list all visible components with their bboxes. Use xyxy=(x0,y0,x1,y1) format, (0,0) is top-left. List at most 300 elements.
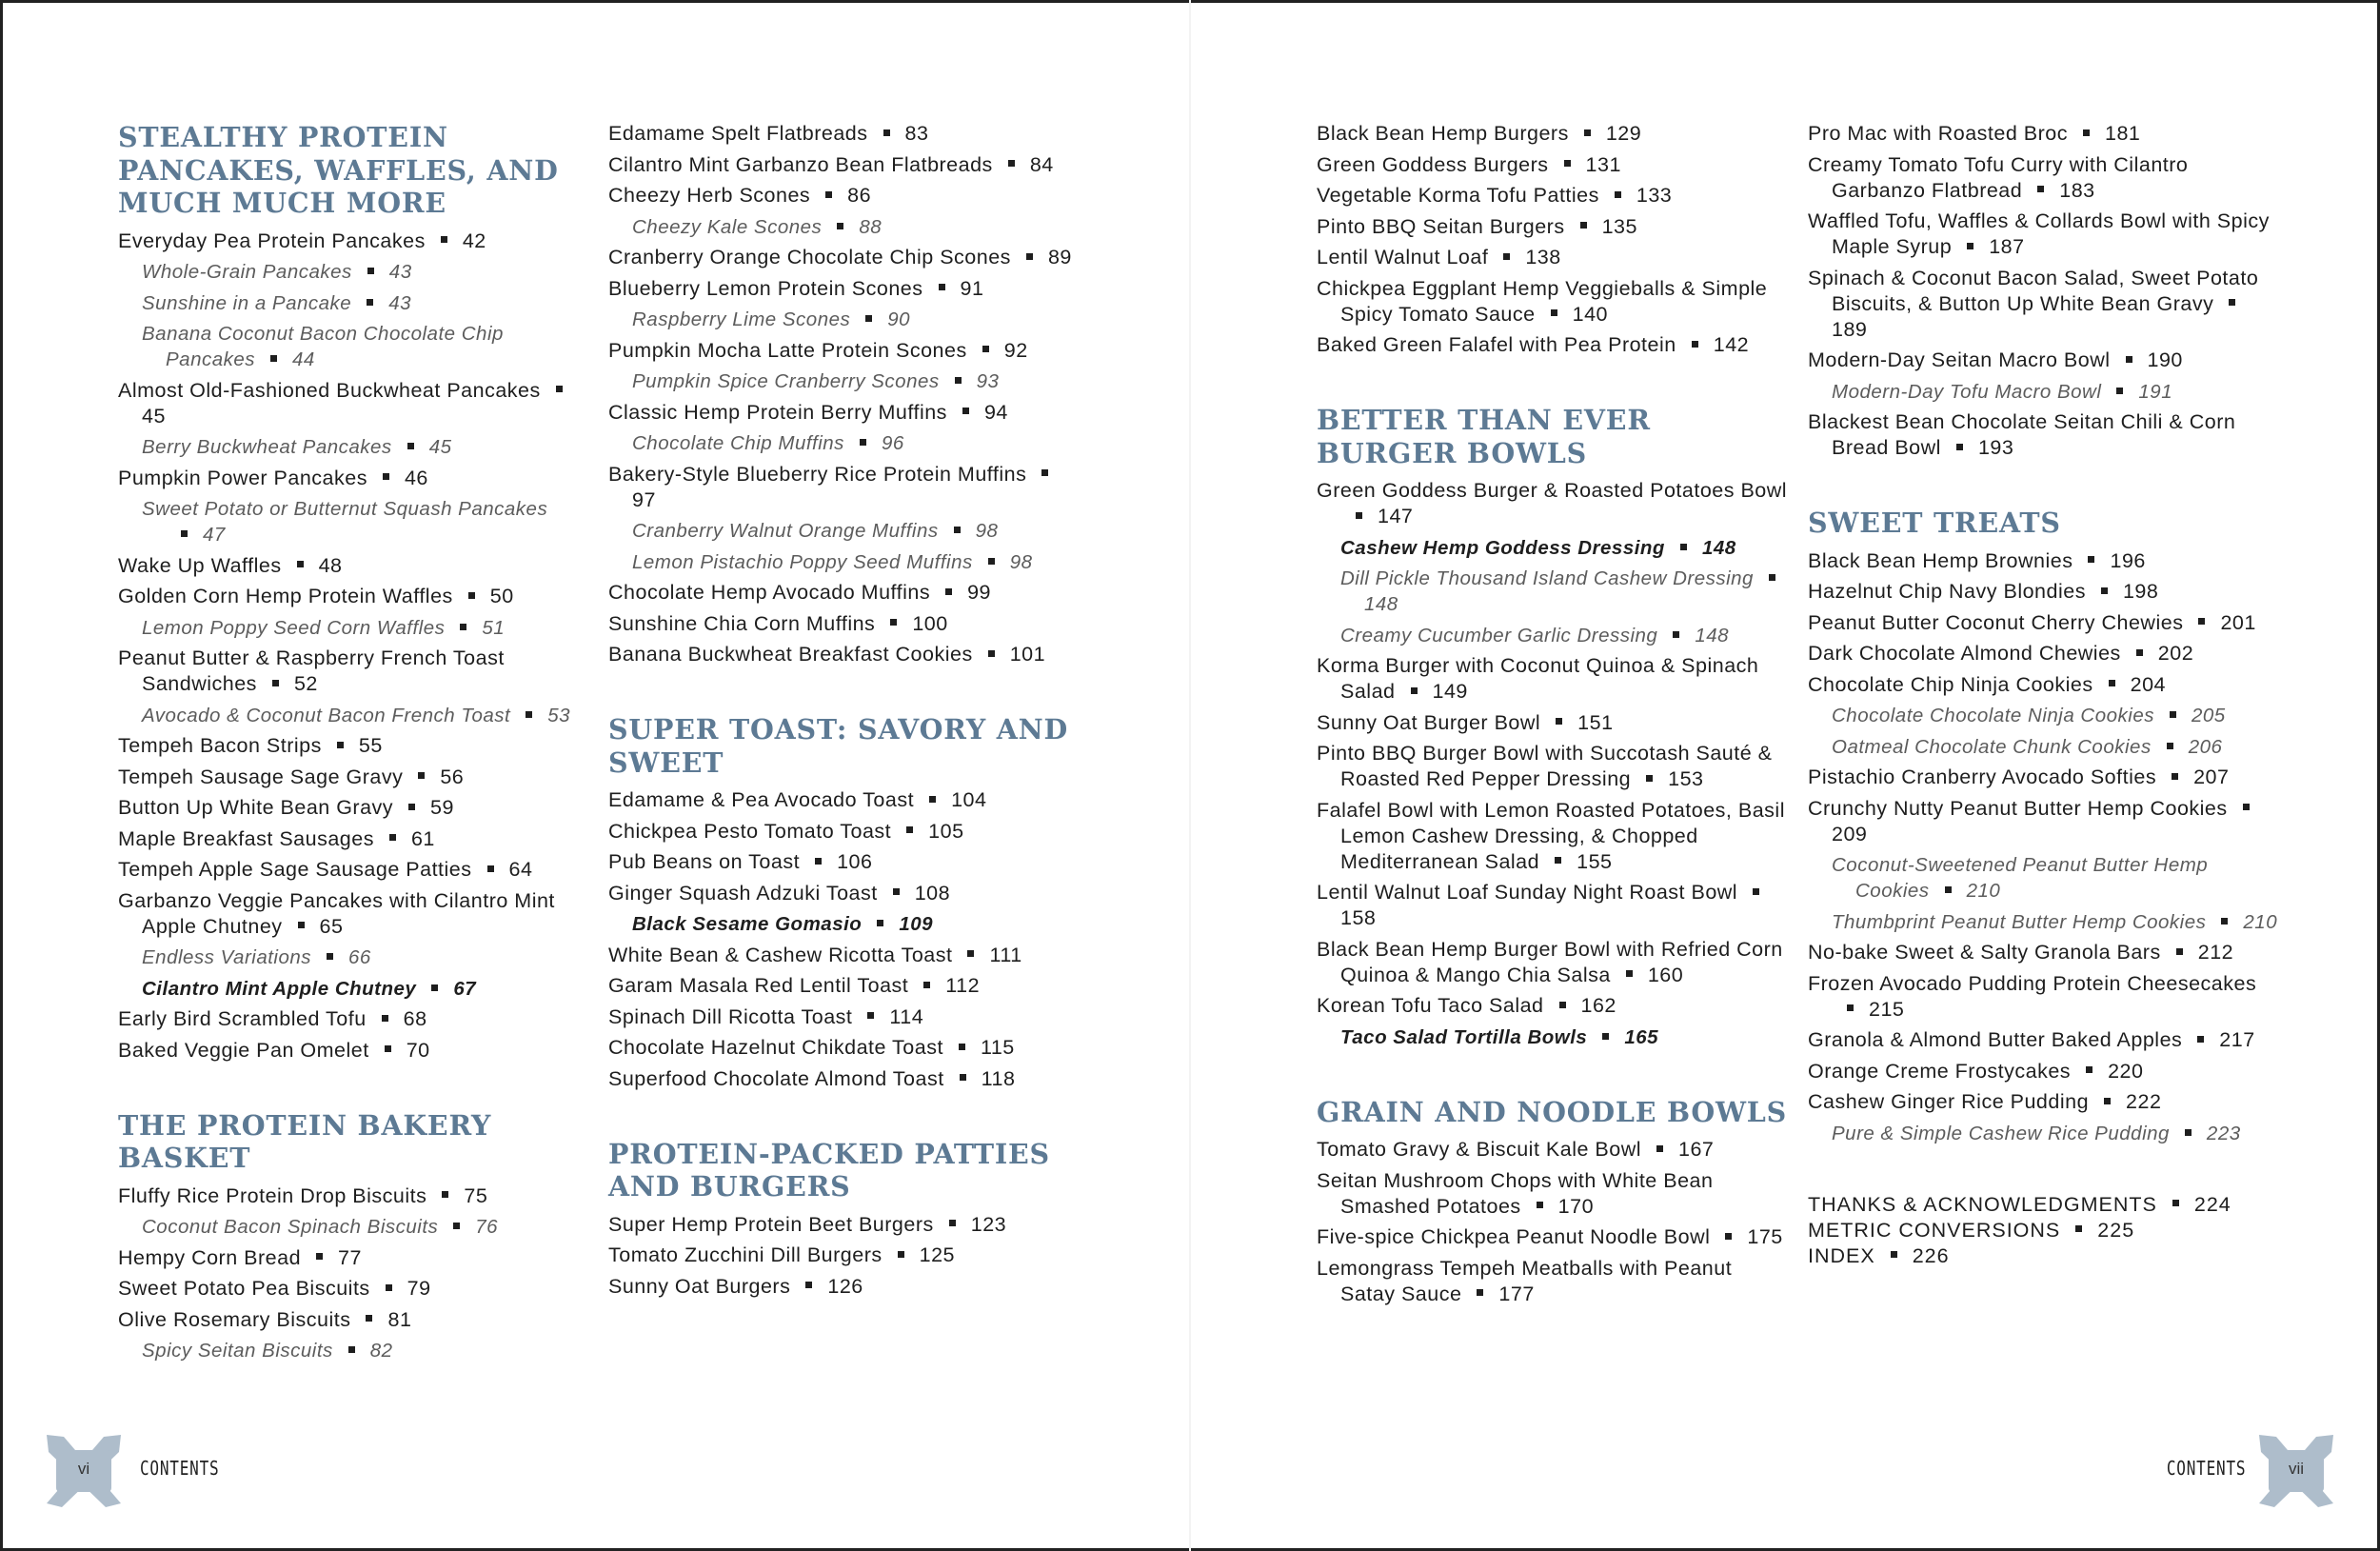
page-number: 210 xyxy=(2243,910,2278,933)
toc-entry[interactable] xyxy=(1317,214,1793,240)
entry-title: Chocolate Chip Muffins xyxy=(632,432,844,454)
page-number: 147 xyxy=(1378,505,1414,527)
toc-entry[interactable] xyxy=(608,819,1084,845)
toc-entry[interactable] xyxy=(1317,478,1793,529)
page-number: 51 xyxy=(482,616,506,639)
toc-entry[interactable] xyxy=(118,795,585,821)
toc-entry[interactable] xyxy=(1808,121,2284,147)
entry-title: Blueberry Lemon Protein Scones xyxy=(608,276,923,300)
bullet-separator xyxy=(1891,1251,1897,1258)
toc-entry[interactable] xyxy=(1808,348,2284,373)
toc-entry[interactable] xyxy=(1317,121,1793,147)
toc-entry[interactable] xyxy=(1808,610,2284,636)
toc-sub-entry[interactable] xyxy=(1808,734,2284,760)
bullet-separator xyxy=(2167,743,2173,749)
toc-sub-entry[interactable] xyxy=(118,615,585,641)
page-number: 205 xyxy=(2192,705,2226,726)
bullet-separator xyxy=(2116,388,2123,394)
page-number: 88 xyxy=(859,215,883,238)
toc-entry[interactable] xyxy=(118,466,585,491)
bullet-separator xyxy=(1551,309,1557,316)
entry-title: Avocado & Coconut Bacon French Toast xyxy=(142,704,511,726)
entry-title: Lemongrass Tempeh Meatballs with Peanut Satay Sauce xyxy=(1317,1256,1733,1305)
bullet-separator xyxy=(1847,1004,1854,1011)
toc-entry[interactable] xyxy=(1808,765,2284,790)
toc-sub-entry[interactable] xyxy=(1808,379,2284,405)
entry-title: Baked Veggie Pan Omelet xyxy=(118,1038,369,1062)
toc-entry[interactable] xyxy=(118,584,585,609)
toc-entry[interactable] xyxy=(1317,880,1793,931)
toc-entry[interactable] xyxy=(608,462,1084,513)
entry-title: Taco Salad Tortilla Bowls xyxy=(1340,1025,1588,1048)
page-number: 224 xyxy=(2193,1192,2231,1216)
entry-title: Orange Creme Frostycakes xyxy=(1808,1059,2072,1083)
page-number: 207 xyxy=(2193,766,2230,788)
page-number: 225 xyxy=(2097,1218,2135,1242)
page-number: 45 xyxy=(428,436,452,458)
toc-entry[interactable] xyxy=(1317,993,1793,1019)
bullet-separator xyxy=(2075,1225,2082,1232)
toc-sub-entry[interactable] xyxy=(608,549,1084,575)
toc-entry[interactable] xyxy=(608,1243,1084,1268)
bullet-separator xyxy=(923,982,930,988)
bullet-separator xyxy=(385,1045,391,1052)
page-number: 97 xyxy=(632,487,656,511)
toc-entry[interactable] xyxy=(1317,653,1793,705)
toc-entry[interactable] xyxy=(1808,796,2284,847)
toc-sub-entry[interactable] xyxy=(118,1214,585,1240)
toc-entry[interactable] xyxy=(608,338,1084,364)
toc-sub-entry[interactable] xyxy=(118,434,585,460)
page-number: 77 xyxy=(338,1245,362,1269)
toc-entry[interactable] xyxy=(118,229,585,254)
toc-section xyxy=(1317,404,1793,1050)
page-number: 109 xyxy=(899,913,934,935)
page-number: 53 xyxy=(547,704,571,726)
entry-title: Chickpea Pesto Tomato Toast xyxy=(608,819,892,843)
bullet-separator xyxy=(442,1191,448,1198)
toc-entry[interactable] xyxy=(118,553,585,579)
toc-entry[interactable] xyxy=(1808,1243,2284,1269)
page-number: 45 xyxy=(142,404,166,428)
toc-sub-entry[interactable] xyxy=(1317,566,1793,617)
page-number: 183 xyxy=(2059,178,2095,202)
page-number: 204 xyxy=(2130,672,2166,696)
entry-title: Black Bean Hemp Burgers xyxy=(1317,122,1569,145)
entry-title: Five-spice Chickpea Peanut Noodle Bowl xyxy=(1317,1225,1711,1248)
toc-entry[interactable] xyxy=(608,152,1084,178)
running-footer-right: CONTENTS xyxy=(2166,1457,2246,1480)
entry-title: Banana Coconut Bacon Chocolate Chip Pancakes xyxy=(142,323,504,370)
page-number: 160 xyxy=(1647,963,1684,986)
toc-entry[interactable] xyxy=(1808,1059,2284,1084)
toc-entry[interactable] xyxy=(608,1274,1084,1300)
entry-title: Whole-Grain Pancakes xyxy=(142,261,352,283)
entry-title: Pumpkin Mocha Latte Protein Scones xyxy=(608,338,967,362)
bullet-separator xyxy=(1041,469,1048,476)
toc-entry[interactable] xyxy=(1808,548,2284,574)
entry-title: Creamy Cucumber Garlic Dressing xyxy=(1340,624,1658,646)
page-number: 155 xyxy=(1577,849,1613,873)
entry-title: METRIC CONVERSIONS xyxy=(1808,1218,2061,1242)
bullet-separator xyxy=(272,680,279,686)
page-number: 61 xyxy=(410,826,435,850)
toc-entry[interactable] xyxy=(1808,152,2284,204)
toc-entry[interactable] xyxy=(1317,710,1793,736)
toc-entry[interactable] xyxy=(608,787,1084,813)
page-number: 151 xyxy=(1577,710,1614,734)
toc-entry[interactable] xyxy=(608,973,1084,999)
page-number: 133 xyxy=(1636,184,1673,207)
toc-entry[interactable] xyxy=(608,849,1084,875)
page-number: 99 xyxy=(967,581,992,604)
bullet-separator xyxy=(949,1220,956,1226)
toc-entry[interactable] xyxy=(118,888,585,940)
toc-section xyxy=(1317,1096,1793,1307)
entry-title: Edamame & Pea Avocado Toast xyxy=(608,788,915,811)
toc-entry[interactable] xyxy=(118,1245,585,1271)
toc-entry[interactable] xyxy=(1317,276,1793,328)
page-number: 123 xyxy=(970,1212,1007,1236)
toc-entry[interactable] xyxy=(1808,209,2284,260)
bullet-separator xyxy=(1555,857,1561,864)
page-number: 187 xyxy=(1989,235,2025,258)
bullet-separator xyxy=(883,129,890,136)
toc-entry[interactable] xyxy=(1808,266,2284,343)
page-number: 48 xyxy=(318,553,343,577)
toc-entry[interactable] xyxy=(1808,940,2284,965)
page-number: 190 xyxy=(2147,348,2183,371)
toc-entry[interactable] xyxy=(608,400,1084,426)
entry-title: Chocolate Chip Ninja Cookies xyxy=(1808,672,2093,696)
entry-title: White Bean & Cashew Ricotta Toast xyxy=(608,943,953,966)
entry-title: Cranberry Walnut Orange Muffins xyxy=(632,520,939,542)
page-number: 201 xyxy=(2220,610,2256,634)
toc-entry[interactable] xyxy=(608,1035,1084,1061)
page-number: 210 xyxy=(1966,880,2001,902)
toc-section xyxy=(118,1109,585,1364)
page-number: 175 xyxy=(1747,1225,1783,1248)
toc-entry[interactable] xyxy=(118,826,585,852)
toc-entry[interactable] xyxy=(1317,1224,1793,1250)
bullet-separator xyxy=(2101,587,2108,594)
toc-sub-entry[interactable] xyxy=(118,1338,585,1363)
toc-entry[interactable] xyxy=(1808,672,2284,698)
entry-title: Pinto BBQ Seitan Burgers xyxy=(1317,214,1565,238)
page-number: 118 xyxy=(981,1066,1016,1090)
entry-title: Tempeh Apple Sage Sausage Patties xyxy=(118,858,472,881)
toc-sub-entry[interactable] xyxy=(1317,535,1793,561)
page-number: 112 xyxy=(945,974,981,997)
entry-title: Dill Pickle Thousand Island Cashew Dressing xyxy=(1340,567,1754,589)
page-number: 82 xyxy=(369,1340,393,1362)
toc-entry[interactable] xyxy=(608,943,1084,968)
entry-title: Sweet Potato or Butternut Squash Pancakes xyxy=(142,498,548,520)
bullet-separator xyxy=(1692,341,1698,348)
toc-entry[interactable] xyxy=(1317,741,1793,792)
page-number: 167 xyxy=(1678,1138,1715,1161)
toc-entry[interactable] xyxy=(608,881,1084,906)
entry-title: Baked Green Falafel with Pea Protein xyxy=(1317,333,1676,356)
page-number: 104 xyxy=(951,788,987,811)
toc-entry[interactable] xyxy=(1808,641,2284,666)
bullet-separator xyxy=(906,826,913,833)
toc-sub-entry[interactable] xyxy=(608,368,1084,394)
toc-entry[interactable] xyxy=(118,1183,585,1209)
toc-sub-entry[interactable] xyxy=(118,976,585,1002)
page-number: 70 xyxy=(406,1038,430,1062)
entry-title: Hazelnut Chip Navy Blondies xyxy=(1808,580,2086,603)
page-number: 149 xyxy=(1432,680,1468,703)
bullet-separator xyxy=(929,796,936,803)
toc-entry[interactable] xyxy=(608,580,1084,606)
entry-title: Sweet Potato Pea Biscuits xyxy=(118,1277,370,1300)
bullet-separator xyxy=(2221,918,2228,925)
entry-title: Vegetable Korma Tofu Patties xyxy=(1317,184,1599,207)
entry-title: Garbanzo Veggie Pancakes with Cilantro Mint Apple Chutney xyxy=(118,888,555,938)
entry-title: Crunchy Nutty Peanut Butter Hemp Cookies xyxy=(1808,796,2228,820)
page-number: 101 xyxy=(1009,643,1046,666)
page-number: 65 xyxy=(319,914,344,938)
toc-sub-entry[interactable] xyxy=(118,496,585,547)
toc-entry[interactable] xyxy=(608,276,1084,302)
entry-title: Modern-Day Tofu Macro Bowl xyxy=(1832,380,2102,403)
entry-title: Coconut Bacon Spinach Biscuits xyxy=(142,1216,439,1238)
bullet-separator xyxy=(383,473,389,480)
entry-title: Super Hemp Protein Beet Burgers xyxy=(608,1212,934,1236)
bullet-separator xyxy=(487,865,494,872)
entry-title: Garam Masala Red Lentil Toast xyxy=(608,974,909,997)
toc-entry[interactable] xyxy=(118,378,585,429)
entry-title: Lentil Walnut Loaf xyxy=(1317,246,1489,268)
toc-sub-entry[interactable] xyxy=(1317,1024,1793,1050)
page-number-left: vi xyxy=(77,1460,90,1478)
entry-title: Cranberry Orange Chocolate Chip Scones xyxy=(608,246,1011,268)
toc-section xyxy=(118,121,585,1064)
page-number: 106 xyxy=(837,850,873,873)
page-number: 46 xyxy=(404,466,428,489)
toc-entry[interactable] xyxy=(1317,183,1793,209)
toc-entry[interactable] xyxy=(1808,971,2284,1023)
back-matter-list xyxy=(1808,1192,2284,1269)
page-number: 126 xyxy=(827,1274,863,1298)
toc-sub-entry[interactable] xyxy=(608,518,1084,544)
page-number: 59 xyxy=(430,796,454,819)
toc-entry[interactable] xyxy=(1317,332,1793,358)
entry-title: Blackest Bean Chocolate Seitan Chili & Corn Bread Bowl xyxy=(1808,410,2236,459)
toc-entry[interactable] xyxy=(1808,1218,2284,1243)
toc-sub-entry[interactable] xyxy=(1317,623,1793,648)
bullet-separator xyxy=(2086,1066,2092,1073)
toc-sub-entry[interactable] xyxy=(608,307,1084,332)
entry-title: Everyday Pea Protein Pancakes xyxy=(118,229,426,252)
entry-title: Early Bird Scrambled Tofu xyxy=(118,1007,367,1030)
entry-title: Cilantro Mint Apple Chutney xyxy=(142,977,417,1000)
toc-entry[interactable] xyxy=(1808,1027,2284,1053)
entry-title: Pumpkin Power Pancakes xyxy=(118,466,367,489)
toc-entry[interactable] xyxy=(1808,1192,2284,1218)
page-number: 198 xyxy=(2122,580,2159,603)
toc-column-4 xyxy=(1808,121,2284,1315)
page-number: 193 xyxy=(1977,436,2014,459)
bullet-separator xyxy=(945,588,952,595)
toc-entry[interactable] xyxy=(118,646,585,697)
toc-entry[interactable] xyxy=(1317,1137,1793,1163)
bullet-separator xyxy=(2088,556,2094,563)
toc-entry[interactable] xyxy=(608,611,1084,637)
bullet-separator xyxy=(441,236,447,243)
toc-sub-entry[interactable] xyxy=(118,259,585,285)
entry-title: Sunshine Chia Corn Muffins xyxy=(608,611,876,635)
toc-entry[interactable] xyxy=(118,1038,585,1064)
bullet-separator xyxy=(297,561,304,567)
entry-title: Pro Mac with Roasted Broc xyxy=(1808,122,2068,145)
toc-sub-entry[interactable] xyxy=(118,321,585,372)
page-number: 92 xyxy=(1003,338,1028,362)
page-number: 76 xyxy=(475,1216,499,1238)
page-number: 196 xyxy=(2110,548,2146,572)
page-number: 189 xyxy=(1832,317,1868,341)
bullet-separator xyxy=(316,1253,323,1260)
toc-entry[interactable] xyxy=(1317,1168,1793,1220)
toc-entry[interactable] xyxy=(1317,152,1793,178)
bullet-separator xyxy=(367,299,373,306)
page-number: 170 xyxy=(1557,1194,1595,1218)
page-number: 181 xyxy=(2105,122,2141,145)
entry-title: THANKS & ACKNOWLEDGMENTS xyxy=(1808,1192,2157,1216)
toc-sub-entry[interactable] xyxy=(608,214,1084,240)
toc-entry[interactable] xyxy=(118,765,585,790)
page-number: 142 xyxy=(1713,333,1750,356)
entry-title: Classic Hemp Protein Berry Muffins xyxy=(608,400,947,424)
toc-sub-entry[interactable] xyxy=(118,703,585,728)
page-number: 96 xyxy=(881,432,904,454)
bullet-separator xyxy=(837,223,843,229)
toc-sub-entry[interactable] xyxy=(1808,852,2284,904)
entry-title: Falafel Bowl with Lemon Roasted Potatoes, Basil Lemon Cashew Dressing, & Chopped Mediterranean Salad xyxy=(1317,798,1785,873)
toc-entry[interactable] xyxy=(1317,1256,1793,1307)
toc-entry[interactable] xyxy=(1808,409,2284,461)
toc-entry[interactable] xyxy=(608,642,1084,667)
bullet-separator xyxy=(1680,544,1687,550)
bullet-separator xyxy=(2176,948,2183,955)
toc-entry[interactable] xyxy=(608,245,1084,270)
toc-entry[interactable] xyxy=(608,121,1084,147)
toc-entry[interactable] xyxy=(608,1004,1084,1030)
toc-entry[interactable] xyxy=(118,1276,585,1302)
toc-sub-entry[interactable] xyxy=(608,430,1084,456)
page-number: 50 xyxy=(489,585,514,607)
page-number: 206 xyxy=(2188,735,2223,758)
toc-entry[interactable] xyxy=(1317,798,1793,875)
bullet-separator xyxy=(865,315,872,322)
footer-right xyxy=(2147,1433,2337,1500)
entry-title: Cashew Hemp Goddess Dressing xyxy=(1340,536,1665,559)
toc-sub-entry[interactable] xyxy=(1808,909,2284,935)
bullet-separator xyxy=(270,355,277,362)
page-number: 148 xyxy=(1364,593,1398,615)
bullet-separator xyxy=(2083,129,2090,136)
bullet-separator xyxy=(1537,1202,1543,1208)
entry-title: Superfood Chocolate Almond Toast xyxy=(608,1066,944,1090)
page-number: 209 xyxy=(1832,822,1868,845)
toc-column-3 xyxy=(1317,121,1793,1353)
bullet-separator xyxy=(1559,1002,1566,1008)
bullet-separator xyxy=(327,953,333,960)
bullet-separator xyxy=(418,772,425,779)
bullet-separator xyxy=(1626,970,1633,977)
page-number: 138 xyxy=(1525,246,1561,268)
bullet-separator xyxy=(1656,1145,1663,1152)
bullet-separator xyxy=(1967,243,1973,249)
entry-title: Tempeh Bacon Strips xyxy=(118,734,322,757)
entry-title: Korean Tofu Taco Salad xyxy=(1317,994,1544,1017)
bullet-separator xyxy=(805,1282,812,1288)
toc-entry[interactable] xyxy=(118,1307,585,1333)
bullet-separator xyxy=(959,1044,965,1050)
entry-title: Endless Variations xyxy=(142,946,312,968)
entry-title: Golden Corn Hemp Protein Waffles xyxy=(118,585,453,607)
toc-entry[interactable] xyxy=(608,1212,1084,1238)
entry-title: Chocolate Hemp Avocado Muffins xyxy=(608,581,931,604)
toc-entry[interactable] xyxy=(1808,1089,2284,1115)
page-number: 83 xyxy=(904,122,929,145)
bullet-separator xyxy=(2243,804,2250,810)
toc-sub-entry[interactable] xyxy=(118,945,585,970)
toc-entry[interactable] xyxy=(1808,579,2284,605)
entry-title: Wake Up Waffles xyxy=(118,553,282,577)
page-number: 43 xyxy=(388,291,412,314)
page-number: 68 xyxy=(403,1007,427,1030)
toc-sub-entry[interactable] xyxy=(1808,703,2284,728)
page-number: 191 xyxy=(2138,380,2173,403)
page-number: 91 xyxy=(960,276,984,300)
toc-entry[interactable] xyxy=(1317,245,1793,270)
page-number: 215 xyxy=(1869,997,1905,1021)
page-number: 42 xyxy=(462,229,486,252)
bullet-separator xyxy=(1564,160,1571,167)
entry-title: Hempy Corn Bread xyxy=(118,1245,302,1269)
entry-title: Edamame Spelt Flatbreads xyxy=(608,122,868,145)
toc-entry[interactable] xyxy=(118,733,585,759)
bullet-separator xyxy=(367,268,374,274)
bullet-separator xyxy=(337,742,344,748)
toc-entry[interactable] xyxy=(608,183,1084,209)
page-number: 90 xyxy=(887,308,911,330)
toc-column-2 xyxy=(608,121,1084,1345)
page-number: 86 xyxy=(847,184,872,207)
entry-title: Thumbprint Peanut Butter Hemp Cookies xyxy=(1832,910,2207,933)
bullet-separator xyxy=(962,408,969,414)
bullet-separator xyxy=(1753,888,1759,895)
entry-title: Bakery-Style Blueberry Rice Protein Muffins xyxy=(608,462,1027,486)
toc-sub-entry[interactable] xyxy=(118,290,585,316)
entry-title: Coconut-Sweetened Peanut Butter Hemp Cookies xyxy=(1832,854,2209,902)
toc-entry[interactable] xyxy=(608,1066,1084,1092)
toc-entry[interactable] xyxy=(1317,937,1793,988)
page-number: 98 xyxy=(1009,550,1033,573)
toc-entry[interactable] xyxy=(118,1006,585,1032)
entry-title: Pinto BBQ Burger Bowl with Succotash Sauté & Roasted Red Pepper Dressing xyxy=(1317,742,1773,790)
bullet-separator xyxy=(954,527,961,533)
toc-entry[interactable] xyxy=(118,857,585,883)
toc-sub-entry[interactable] xyxy=(608,911,1084,937)
bullet-separator xyxy=(860,439,866,446)
toc-sub-entry[interactable] xyxy=(1808,1121,2284,1146)
toc-section xyxy=(608,713,1084,1092)
entry-title: Maple Breakfast Sausages xyxy=(118,826,374,850)
bullet-separator xyxy=(1956,444,1963,450)
